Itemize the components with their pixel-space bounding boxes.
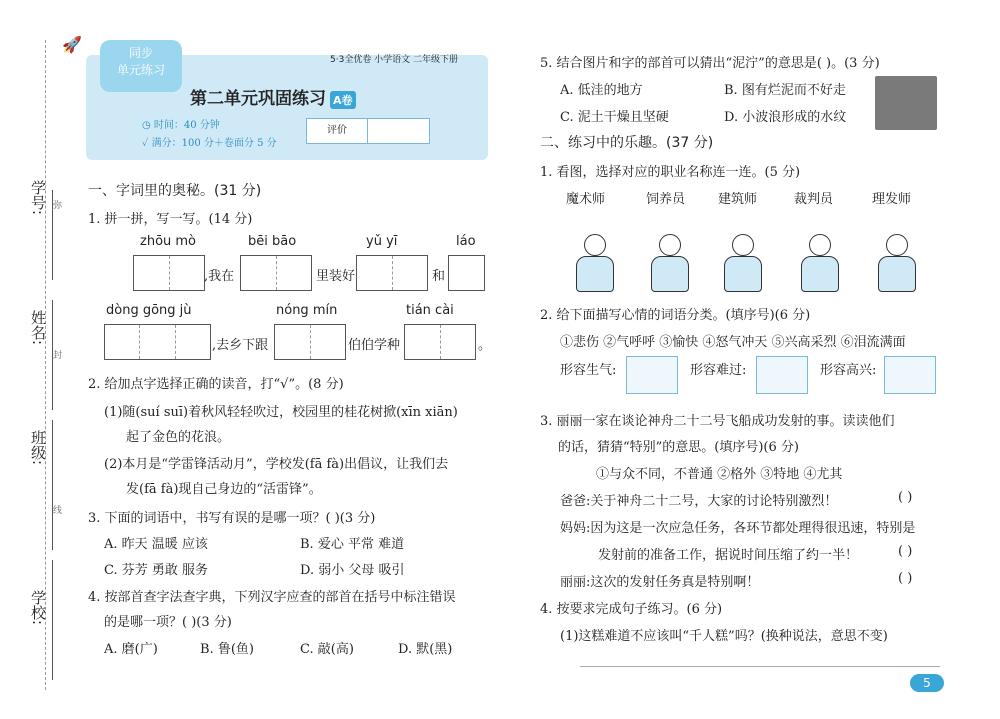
q4-option-b[interactable]: B. 鲁(鱼) <box>200 642 254 657</box>
sync-badge <box>100 40 182 92</box>
q4-option-a[interactable]: A. 磨(广) <box>104 642 158 657</box>
section-2-title: 二、练习中的乐趣。(37 分) <box>540 135 714 151</box>
q5-option-c[interactable]: C. 泥土干燥且坚硬 <box>560 110 669 125</box>
binding-mark-1: 弥 <box>51 200 61 209</box>
right-question-3b: 的话，猜猜“特别”的意思。(填序号)(6 分) <box>558 440 799 455</box>
binding-mark-2: 封 <box>51 350 61 359</box>
job-barber: 理发师 <box>872 192 912 207</box>
paper-tag: A卷 <box>330 91 356 109</box>
person-figure-5 <box>872 230 920 292</box>
person-figure-1 <box>570 230 618 292</box>
rocket-icon: 🚀 <box>62 35 82 54</box>
section-1-title: 一、字词里的奥秘。(31 分) <box>88 183 262 199</box>
dad-answer[interactable]: ( ) <box>898 490 913 505</box>
question-2-item-2b: 发(fā fà)现自己身边的“活雷锋”。 <box>126 482 322 497</box>
right-question-4: 4. 按要求完成句子练习。(6 分) <box>540 602 723 617</box>
q4-option-c[interactable]: C. 敲(高) <box>300 642 354 657</box>
mom-line-1: 妈妈:因为这是一次应急任务，各环节都处理得很迅速，特别是 <box>560 521 916 536</box>
class-field[interactable] <box>52 420 53 550</box>
answer-grid-7[interactable] <box>404 324 476 360</box>
lili-line: 丽丽:这次的发射任务真是特别啊！ <box>560 575 760 590</box>
q3-option-c[interactable]: C. 芬芳 勇敢 服务 <box>104 563 209 578</box>
q3-option-d[interactable]: D. 弱小 父母 吸引 <box>300 563 405 578</box>
pinyin-4: láo <box>456 234 476 249</box>
right-question-3a: 3. 丽丽一家在谈论神舟二十二号飞船成功发射的事。读读他们 <box>540 414 895 429</box>
school-field[interactable] <box>52 560 53 680</box>
check-icon: ✓ <box>142 138 152 149</box>
answer-grid-1[interactable] <box>133 255 205 291</box>
page-number: 5 <box>910 674 944 692</box>
job-referee: 裁判员 <box>794 192 834 207</box>
class-label: 班级: <box>29 430 47 466</box>
question-2-item-2a: (2)本月是“学雷锋活动月”，学校发(fā fà)出倡议，让我们去 <box>104 457 449 472</box>
evaluation-box <box>306 118 430 144</box>
fill-text-3: 和 <box>432 269 446 284</box>
question-2-item-1b: 起了金色的花浪。 <box>126 430 231 445</box>
person-figure-4 <box>795 230 843 292</box>
question-5: 5. 结合图片和字的部首可以猜出“泥泞”的意思是( )。(3 分) <box>540 56 880 71</box>
fill-text-2: 里装好 <box>316 269 356 284</box>
mom-line-2: 发射前的准备工作，据说时间压缩了约一半！ <box>598 548 859 563</box>
evaluation-label: 评价 <box>307 119 368 143</box>
name-label: 姓名: <box>29 310 47 346</box>
answer-line[interactable] <box>580 666 940 667</box>
score-text: 满分：100 分＋卷面分 5 分 <box>151 138 277 149</box>
fill-text-1: ,我在 <box>204 269 235 284</box>
evaluation-field[interactable] <box>368 119 429 143</box>
school-label: 学校: <box>29 590 47 626</box>
mood-word-list: ①悲伤 ②气呼呼 ③愉快 ④怒气冲天 ⑤兴高采烈 ⑥泪流满面 <box>560 335 906 350</box>
category-happy-label: 形容高兴: <box>820 363 877 378</box>
question-1: 1. 拼一拼，写一写。(14 分) <box>88 212 253 227</box>
q5-option-d[interactable]: D. 小波浪形成的水纹 <box>724 110 847 125</box>
question-2-item-1a: (1)随(suí suī)着秋风轻轻吹过，校园里的桂花树掀(xīn xiān) <box>104 405 458 420</box>
fill-text-4: ,去乡下跟 <box>212 338 269 353</box>
question-4a: 4. 按部首查字法查字典，下列汉字应查的部首在括号中标注错误 <box>88 590 456 605</box>
pinyin-6: nóng mín <box>276 303 338 318</box>
time-info <box>142 116 220 131</box>
meaning-options: ①与众不同，不普通 ②格外 ③特地 ④尤其 <box>596 467 843 482</box>
time-text: 时间：40 分钟 <box>153 120 220 131</box>
question-4b: 的是哪一项？( )(3 分) <box>104 615 232 630</box>
muddy-road-photo <box>875 76 937 130</box>
page-title <box>190 84 356 109</box>
book-series-line: 5·3全优卷 小学语文 二年级下册 <box>330 55 459 65</box>
student-number-label: 学号: <box>29 180 47 216</box>
category-happy-box[interactable] <box>884 356 936 394</box>
q4-option-d[interactable]: D. 默(黑) <box>398 642 453 657</box>
pinyin-1: zhōu mò <box>140 234 197 249</box>
answer-grid-4[interactable] <box>448 255 485 291</box>
pinyin-7: tián cài <box>406 303 454 318</box>
answer-grid-6[interactable] <box>274 324 346 360</box>
person-figure-3 <box>718 230 766 292</box>
badge-line-1: 同步 <box>128 46 153 60</box>
answer-grid-2[interactable] <box>240 255 312 291</box>
title-text: 第二单元巩固练习 <box>190 89 326 109</box>
q5-option-a[interactable]: A. 低洼的地方 <box>560 83 643 98</box>
mom-answer[interactable]: ( ) <box>898 544 913 559</box>
right-question-1: 1. 看图，选择对应的职业名称连一连。(5 分) <box>540 165 801 180</box>
category-sad-label: 形容难过: <box>690 363 747 378</box>
right-question-2: 2. 给下面描写心情的词语分类。(填序号)(6 分) <box>540 308 811 323</box>
badge-line-2: 单元练习 <box>116 63 165 77</box>
job-magician: 魔术师 <box>566 192 606 207</box>
q5-option-b[interactable]: B. 图有烂泥而不好走 <box>724 83 846 98</box>
lili-answer[interactable]: ( ) <box>898 571 913 586</box>
q3-option-b[interactable]: B. 爱心 平常 难道 <box>300 537 405 552</box>
clock-icon: ◷ <box>142 120 154 131</box>
pinyin-2: bēi bāo <box>248 234 297 249</box>
category-sad-box[interactable] <box>756 356 808 394</box>
job-breeder: 饲养员 <box>646 192 686 207</box>
job-architect: 建筑师 <box>718 192 758 207</box>
question-2: 2. 给加点字选择正确的读音，打“√”。(8 分) <box>88 377 344 392</box>
q3-option-a[interactable]: A. 昨天 温暖 应该 <box>104 537 208 552</box>
answer-grid-5[interactable] <box>104 324 211 360</box>
category-angry-label: 形容生气: <box>560 363 617 378</box>
category-angry-box[interactable] <box>626 356 678 394</box>
answer-grid-3[interactable] <box>356 255 428 291</box>
binding-mark-3: 线 <box>51 505 61 514</box>
fill-text-5: 伯伯学种 <box>348 338 401 353</box>
score-info <box>142 134 277 149</box>
dad-line: 爸爸:关于神舟二十二号，大家的讨论特别激烈！ <box>560 494 838 509</box>
fill-text-6: 。 <box>478 338 492 353</box>
pinyin-5: dòng gōng jù <box>106 303 192 318</box>
right-question-4-item-1: (1)这糕难道不应该叫“千人糕”吗？(换种说法，意思不变) <box>560 629 888 644</box>
person-figure-2 <box>645 230 693 292</box>
pinyin-3: yǔ yī <box>366 234 398 249</box>
question-3: 3. 下面的词语中，书写有误的是哪一项？( )(3 分) <box>88 511 376 526</box>
